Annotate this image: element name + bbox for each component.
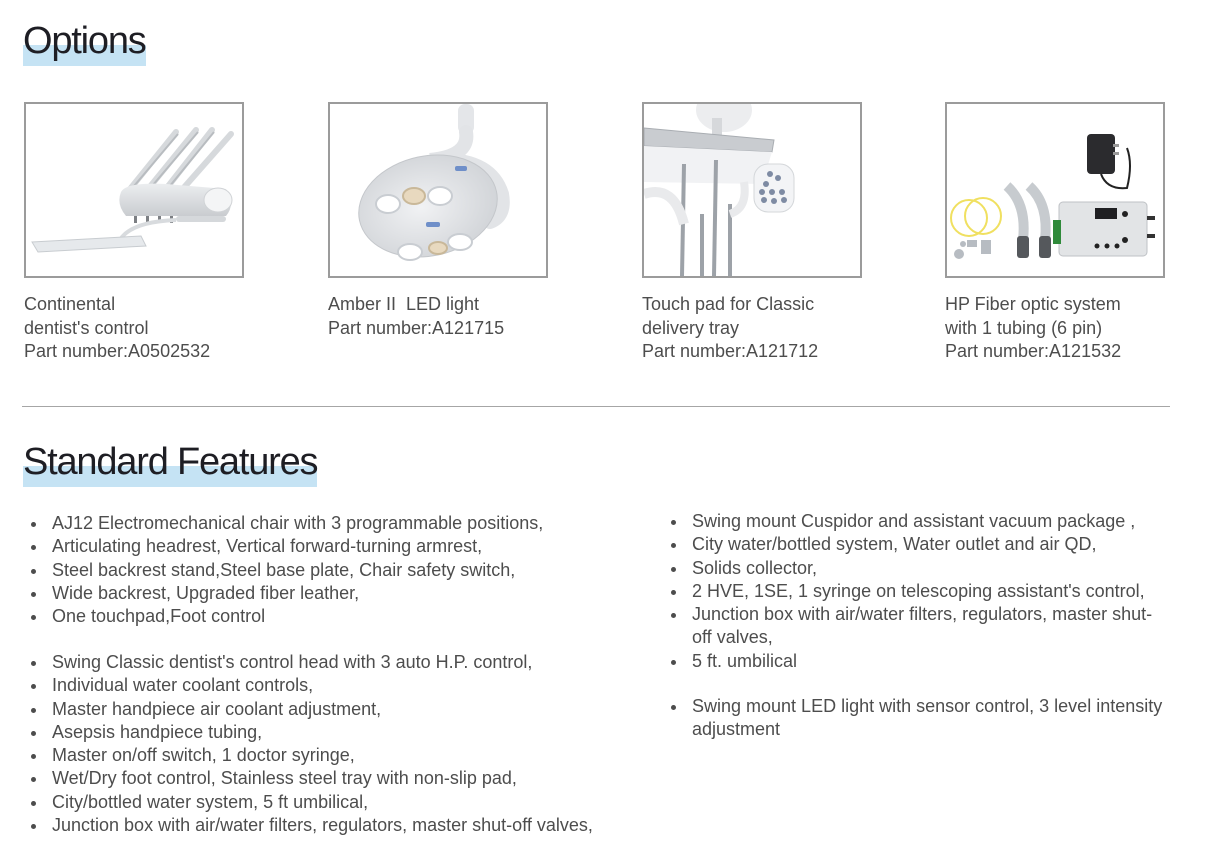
feature-item: City/bottled water system, 5 ft umbilical, bbox=[24, 791, 593, 814]
feature-item: Master on/off switch, 1 doctor syringe, bbox=[24, 744, 593, 767]
option-card-dentist-control bbox=[24, 102, 264, 364]
option-name-line: dentist's control bbox=[24, 317, 149, 338]
option-part-number: Part number:A121712 bbox=[642, 341, 819, 361]
option-caption bbox=[24, 293, 264, 364]
feature-item: Junction box with air/water filters, regulators, master shut-off valves, bbox=[664, 603, 1154, 650]
section-divider bbox=[22, 406, 1170, 407]
feature-item: Master handpiece air coolant adjustment, bbox=[24, 698, 593, 721]
options-heading bbox=[23, 22, 146, 60]
option-name-line: with 1 tubing (6 pin) bbox=[945, 317, 1103, 338]
features-list-light bbox=[664, 695, 1184, 742]
option-name-line: Amber II LED light bbox=[328, 294, 480, 314]
option-card-fiber-optic bbox=[945, 102, 1185, 364]
feature-item: Swing mount LED light with sensor control, 3 level intensity adjustment bbox=[664, 695, 1184, 742]
feature-item: 2 HVE, 1SE, 1 syringe on telescoping assistant's control, bbox=[664, 580, 1154, 603]
feature-item: Solids collector, bbox=[664, 557, 1154, 580]
feature-item: Wide backrest, Upgraded fiber leather, bbox=[24, 582, 543, 605]
feature-item: City water/bottled system, Water outlet and air QD, bbox=[664, 533, 1154, 556]
option-card-led-light bbox=[328, 102, 568, 340]
option-name-line: Touch pad for Classic bbox=[642, 294, 815, 314]
option-part-number: Part number:A121532 bbox=[945, 341, 1122, 361]
option-card-touch-pad bbox=[642, 102, 882, 364]
features-list-chair bbox=[24, 512, 543, 628]
option-name-line: HP Fiber optic system bbox=[945, 294, 1121, 314]
led-light-image bbox=[328, 102, 548, 278]
feature-item: Articulating headrest, Vertical forward-turning armrest, bbox=[24, 535, 543, 558]
feature-item: AJ12 Electromechanical chair with 3 programmable positions, bbox=[24, 512, 543, 535]
touch-pad-tray-image bbox=[642, 102, 862, 278]
dentist-control-image bbox=[24, 102, 244, 278]
option-name-line: Continental bbox=[24, 294, 116, 314]
standard-features-heading bbox=[23, 443, 317, 481]
option-caption bbox=[642, 293, 882, 364]
option-name-line: delivery tray bbox=[642, 317, 740, 338]
standard-features-heading-text: Standard Features bbox=[23, 441, 318, 483]
feature-item: Swing mount Cuspidor and assistant vacuum package , bbox=[664, 510, 1154, 533]
feature-item: Individual water coolant controls, bbox=[24, 674, 593, 697]
fiber-optic-system-image bbox=[945, 102, 1165, 278]
option-part-number: Part number:A121715 bbox=[328, 317, 505, 338]
option-caption bbox=[945, 293, 1185, 364]
feature-item: Swing Classic dentist's control head with 3 auto H.P. control, bbox=[24, 651, 593, 674]
feature-item: One touchpad,Foot control bbox=[24, 605, 543, 628]
option-part-number: Part number:A0502532 bbox=[24, 341, 211, 361]
features-list-assistant bbox=[664, 510, 1154, 673]
feature-item: Junction box with air/water filters, regulators, master shut-off valves, bbox=[24, 814, 593, 837]
feature-item: Steel backrest stand,Steel base plate, Chair safety switch, bbox=[24, 559, 543, 582]
features-list-delivery bbox=[24, 651, 593, 837]
option-caption bbox=[328, 293, 568, 340]
feature-item: Asepsis handpiece tubing, bbox=[24, 721, 593, 744]
options-heading-text: Options bbox=[23, 20, 146, 62]
feature-item: Wet/Dry foot control, Stainless steel tray with non-slip pad, bbox=[24, 767, 593, 790]
feature-item: 5 ft. umbilical bbox=[664, 650, 1154, 673]
